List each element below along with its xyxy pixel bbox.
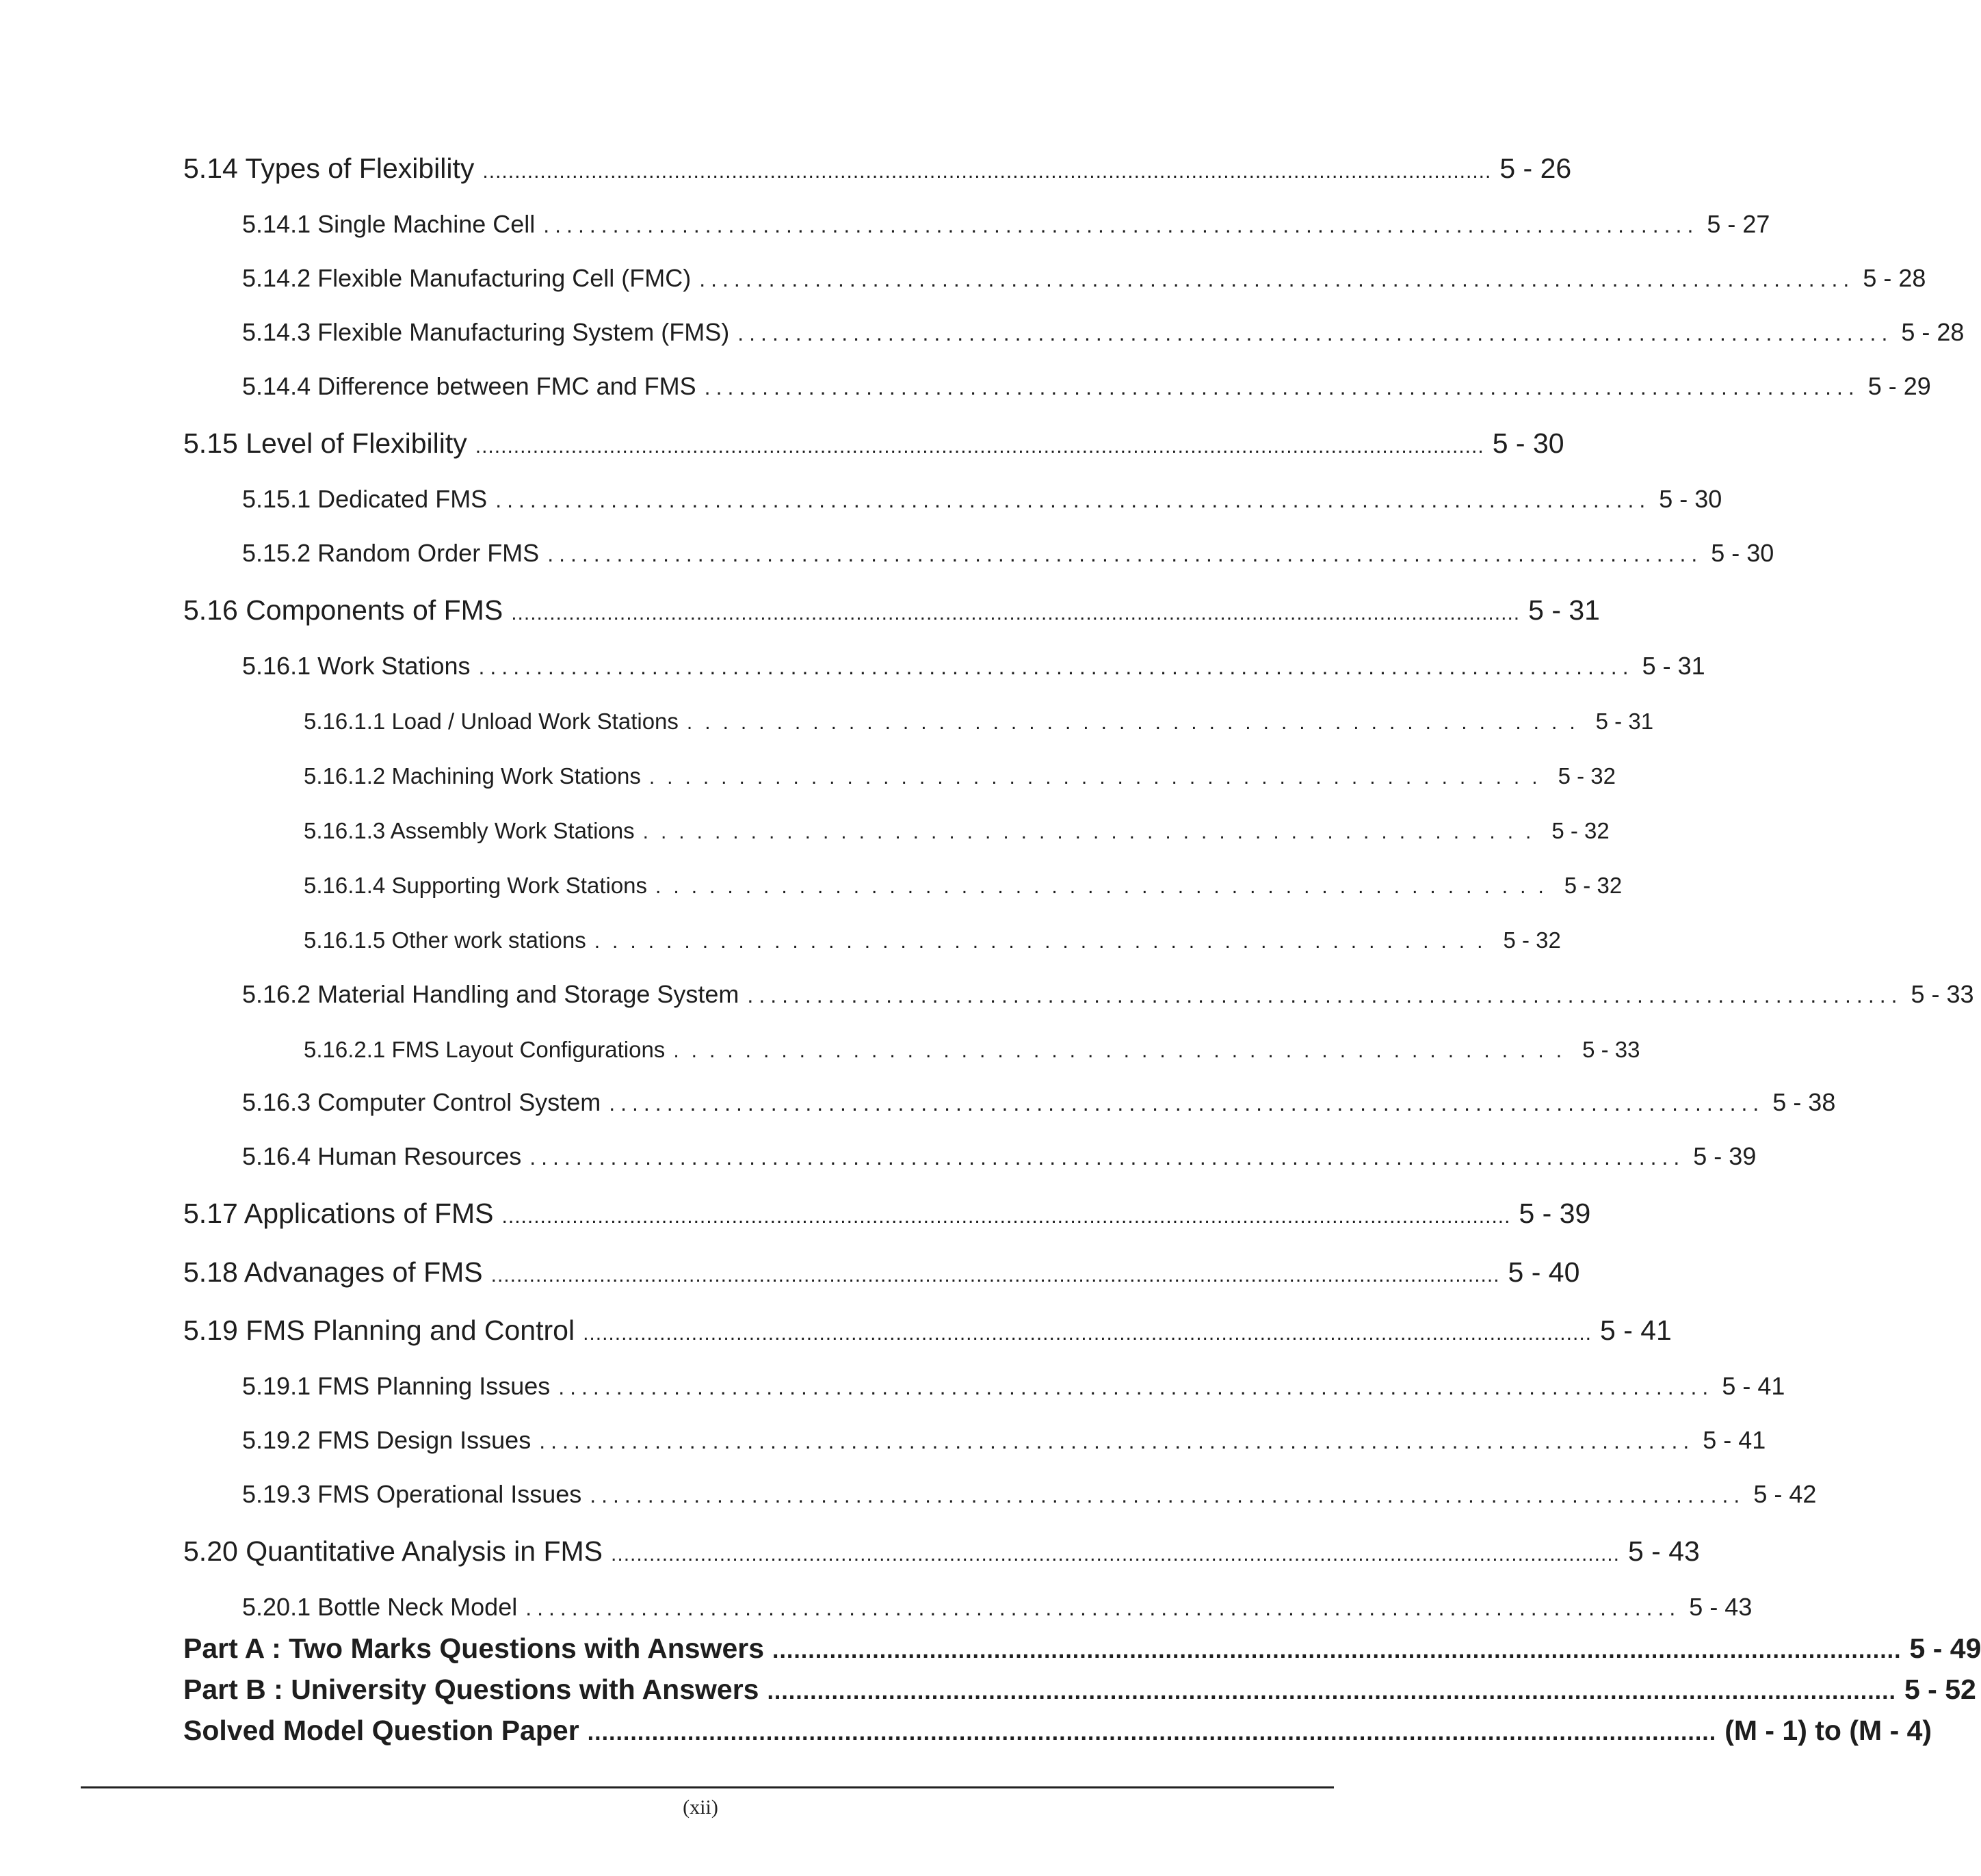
toc-entry-page: 5 - 27 xyxy=(1707,210,1770,238)
toc-entry[interactable] xyxy=(242,1426,1766,1454)
toc-entry-page: 5 - 43 xyxy=(1627,1535,1700,1567)
toc-entry-label: 5.14 Types of Flexibility xyxy=(183,153,475,184)
toc-entry-label: 5.19 FMS Planning and Control xyxy=(183,1314,575,1346)
dot-leader: .................................................................................................... xyxy=(558,1375,1714,1399)
toc-entry-label: 5.16.1.5 Other work stations xyxy=(304,927,586,953)
toc-entry-label: 5.16.2 Material Handling and Storage System xyxy=(242,980,739,1008)
toc-entry-label: 5.20 Quantitative Analysis in FMS xyxy=(183,1535,603,1567)
toc-entry-page: 5 - 39 xyxy=(1519,1198,1591,1229)
toc-entry-page: 5 - 32 xyxy=(1558,763,1616,789)
toc-entry-page: 5 - 31 xyxy=(1642,652,1705,680)
toc-entry[interactable] xyxy=(183,153,1572,184)
toc-entry-page: 5 - 39 xyxy=(1693,1142,1757,1170)
toc-entry-label: 5.17 Applications of FMS xyxy=(183,1198,494,1229)
toc-entry-page: (M - 1) to (M - 4) xyxy=(1724,1715,1932,1746)
toc-entry-page: 5 - 42 xyxy=(1753,1480,1817,1508)
toc-entry-label: 5.14.4 Difference between FMC and FMS xyxy=(242,372,696,400)
toc-entry-label: 5.16.2.1 FMS Layout Configurations xyxy=(304,1037,666,1062)
toc-entry-page: 5 - 30 xyxy=(1492,427,1564,459)
toc-entry[interactable] xyxy=(242,372,1931,400)
toc-entry-page: 5 - 32 xyxy=(1503,927,1561,953)
toc-entry-label: 5.16.1.1 Load / Unload Work Stations xyxy=(304,709,679,734)
dot-leader: .............................................................................................................................................................. xyxy=(511,602,1521,624)
dot-leader: .............................................................................................................................................................. xyxy=(475,435,1484,458)
toc-entry-label: 5.14.2 Flexible Manufacturing Cell (FMC) xyxy=(242,264,692,292)
toc-entry[interactable] xyxy=(183,427,1564,459)
dot-leader: .................................................. xyxy=(655,875,1556,898)
toc-entry-page: 5 - 41 xyxy=(1722,1372,1785,1400)
toc-entry[interactable] xyxy=(183,594,1600,626)
toc-entry[interactable] xyxy=(242,652,1705,680)
toc-entry-label: Part A : Two Marks Questions with Answers xyxy=(183,1633,765,1664)
toc-entry-label: 5.16.1.3 Assembly Work Stations xyxy=(304,818,635,843)
toc-entry[interactable] xyxy=(242,1088,1836,1116)
toc-entry-label: 5.20.1 Bottle Neck Model xyxy=(242,1593,518,1621)
dot-leader: .............................................................................................................................................................. xyxy=(583,1322,1592,1345)
toc-entry[interactable] xyxy=(183,1198,1591,1229)
page-number: (xii) xyxy=(683,1796,718,1819)
toc-entry-label: 5.16.1 Work Stations xyxy=(242,652,471,680)
toc-entry[interactable] xyxy=(242,1372,1785,1400)
toc-entry[interactable] xyxy=(183,1256,1580,1288)
toc-entry-label: Part B : University Questions with Answers xyxy=(183,1674,759,1705)
dot-leader: .................................................................................................... xyxy=(590,1483,1746,1507)
dot-leader: .................................................. xyxy=(648,766,1550,789)
toc-entry[interactable] xyxy=(242,1480,1817,1508)
dot-leader: .................................................. xyxy=(686,711,1588,734)
dot-leader: .............................................................................................................................................................. xyxy=(611,1543,1620,1565)
toc-entry-label: 5.16.1.4 Supporting Work Stations xyxy=(304,873,648,898)
toc-entry-page: 5 - 40 xyxy=(1508,1256,1580,1288)
toc-entry-label: 5.15 Level of Flexibility xyxy=(183,427,467,459)
toc-entry-page: 5 - 32 xyxy=(1564,873,1623,898)
toc-entry[interactable] xyxy=(242,210,1770,238)
toc-entry-page: 5 - 33 xyxy=(1582,1037,1640,1062)
toc-entry-page: 5 - 30 xyxy=(1711,539,1774,567)
toc-entry-label: 5.14.3 Flexible Manufacturing System (FMS) xyxy=(242,318,730,346)
toc-entry-page: 5 - 49 xyxy=(1909,1633,1981,1664)
toc-entry-page: 5 - 38 xyxy=(1772,1088,1836,1116)
dot-leader: .................................................................................................... xyxy=(699,267,1855,291)
dot-leader: .................................................................................................... xyxy=(747,983,1903,1007)
dot-leader: .............................................................................................................................................................. xyxy=(767,1678,1896,1704)
toc-entry-page: 5 - 52 xyxy=(1904,1674,1976,1705)
toc-entry-page: 5 - 43 xyxy=(1689,1593,1753,1621)
toc-entry-label: 5.14.1 Single Machine Cell xyxy=(242,210,536,238)
toc-entry-page: 5 - 41 xyxy=(1703,1426,1766,1454)
dot-leader: .................................................................................................... xyxy=(543,213,1699,237)
toc-entry[interactable] xyxy=(304,763,1616,789)
toc-entry-part-b[interactable] xyxy=(183,1674,1976,1705)
dot-leader: .............................................................................................................................................................. xyxy=(482,160,1492,183)
toc-entry-page: 5 - 26 xyxy=(1499,153,1572,184)
toc-entry-page: 5 - 31 xyxy=(1595,709,1654,734)
dot-leader: .................................................. xyxy=(594,930,1495,953)
dot-leader: .................................................................................................... xyxy=(478,655,1634,679)
toc-entry-label: 5.16.4 Human Resources xyxy=(242,1142,522,1170)
dot-leader: .................................................................................................... xyxy=(525,1596,1681,1620)
dot-leader: .................................................. xyxy=(673,1040,1575,1062)
toc-entry[interactable] xyxy=(304,927,1561,953)
toc-entry-page: 5 - 29 xyxy=(1867,372,1931,400)
toc-entry-label: 5.15.1 Dedicated FMS xyxy=(242,485,488,513)
toc-entry[interactable] xyxy=(304,709,1654,734)
toc-entry[interactable] xyxy=(242,1142,1757,1170)
toc-entry[interactable] xyxy=(242,264,1926,292)
dot-leader: .................................................................................................... xyxy=(609,1091,1765,1115)
dot-leader: .............................................................................................................................................................. xyxy=(587,1719,1717,1745)
toc-entry[interactable] xyxy=(242,1593,1753,1621)
toc-entry-page: 5 - 41 xyxy=(1600,1314,1672,1346)
dot-leader: .................................................................................................... xyxy=(495,488,1651,512)
toc-entry-label: 5.19.1 FMS Planning Issues xyxy=(242,1372,551,1400)
toc-entry[interactable] xyxy=(304,1037,1640,1062)
toc-entry-page: 5 - 32 xyxy=(1551,818,1610,843)
toc-entry-label: 5.16 Components of FMS xyxy=(183,594,503,626)
toc-entry[interactable] xyxy=(242,539,1774,567)
toc-entry-page: 5 - 28 xyxy=(1901,318,1965,346)
toc-entry-part-a[interactable] xyxy=(183,1633,1981,1664)
toc-entry[interactable] xyxy=(183,1535,1700,1567)
dot-leader: .............................................................................................................................................................. xyxy=(772,1637,1902,1663)
dot-leader: .............................................................................................................................................................. xyxy=(501,1205,1511,1228)
toc-entry-label: 5.15.2 Random Order FMS xyxy=(242,539,540,567)
dot-leader: .................................................................................................... xyxy=(704,375,1860,399)
toc-entry-page: 5 - 31 xyxy=(1528,594,1600,626)
dot-leader: .............................................................................................................................................................. xyxy=(490,1264,1500,1286)
toc-entry-label: 5.18 Advanages of FMS xyxy=(183,1256,483,1288)
toc-entry[interactable] xyxy=(242,980,1974,1008)
toc-entry-page: 5 - 30 xyxy=(1659,485,1722,513)
toc-entry[interactable] xyxy=(304,818,1610,843)
toc-entry[interactable] xyxy=(242,485,1722,513)
dot-leader: .................................................. xyxy=(642,821,1544,843)
footer-rule xyxy=(81,1786,1334,1788)
toc-entry-model-paper[interactable] xyxy=(183,1715,1932,1746)
dot-leader: .................................................................................................... xyxy=(737,321,1893,345)
dot-leader: .................................................................................................... xyxy=(547,542,1703,566)
toc-entry-page: 5 - 33 xyxy=(1911,980,1974,1008)
toc-entry[interactable] xyxy=(304,873,1623,898)
toc-entry[interactable] xyxy=(242,318,1965,346)
toc-entry[interactable] xyxy=(183,1314,1672,1346)
dot-leader: .................................................................................................... xyxy=(539,1429,1695,1453)
toc-entry-page: 5 - 28 xyxy=(1863,264,1926,292)
toc-entry-label: 5.19.3 FMS Operational Issues xyxy=(242,1480,582,1508)
toc-entry-label: Solved Model Question Paper xyxy=(183,1715,579,1746)
toc-entry-label: 5.16.3 Computer Control System xyxy=(242,1088,601,1116)
dot-leader: .................................................................................................... xyxy=(529,1145,1685,1170)
toc-entry-label: 5.19.2 FMS Design Issues xyxy=(242,1426,532,1454)
toc-entry-label: 5.16.1.2 Machining Work Stations xyxy=(304,763,641,789)
